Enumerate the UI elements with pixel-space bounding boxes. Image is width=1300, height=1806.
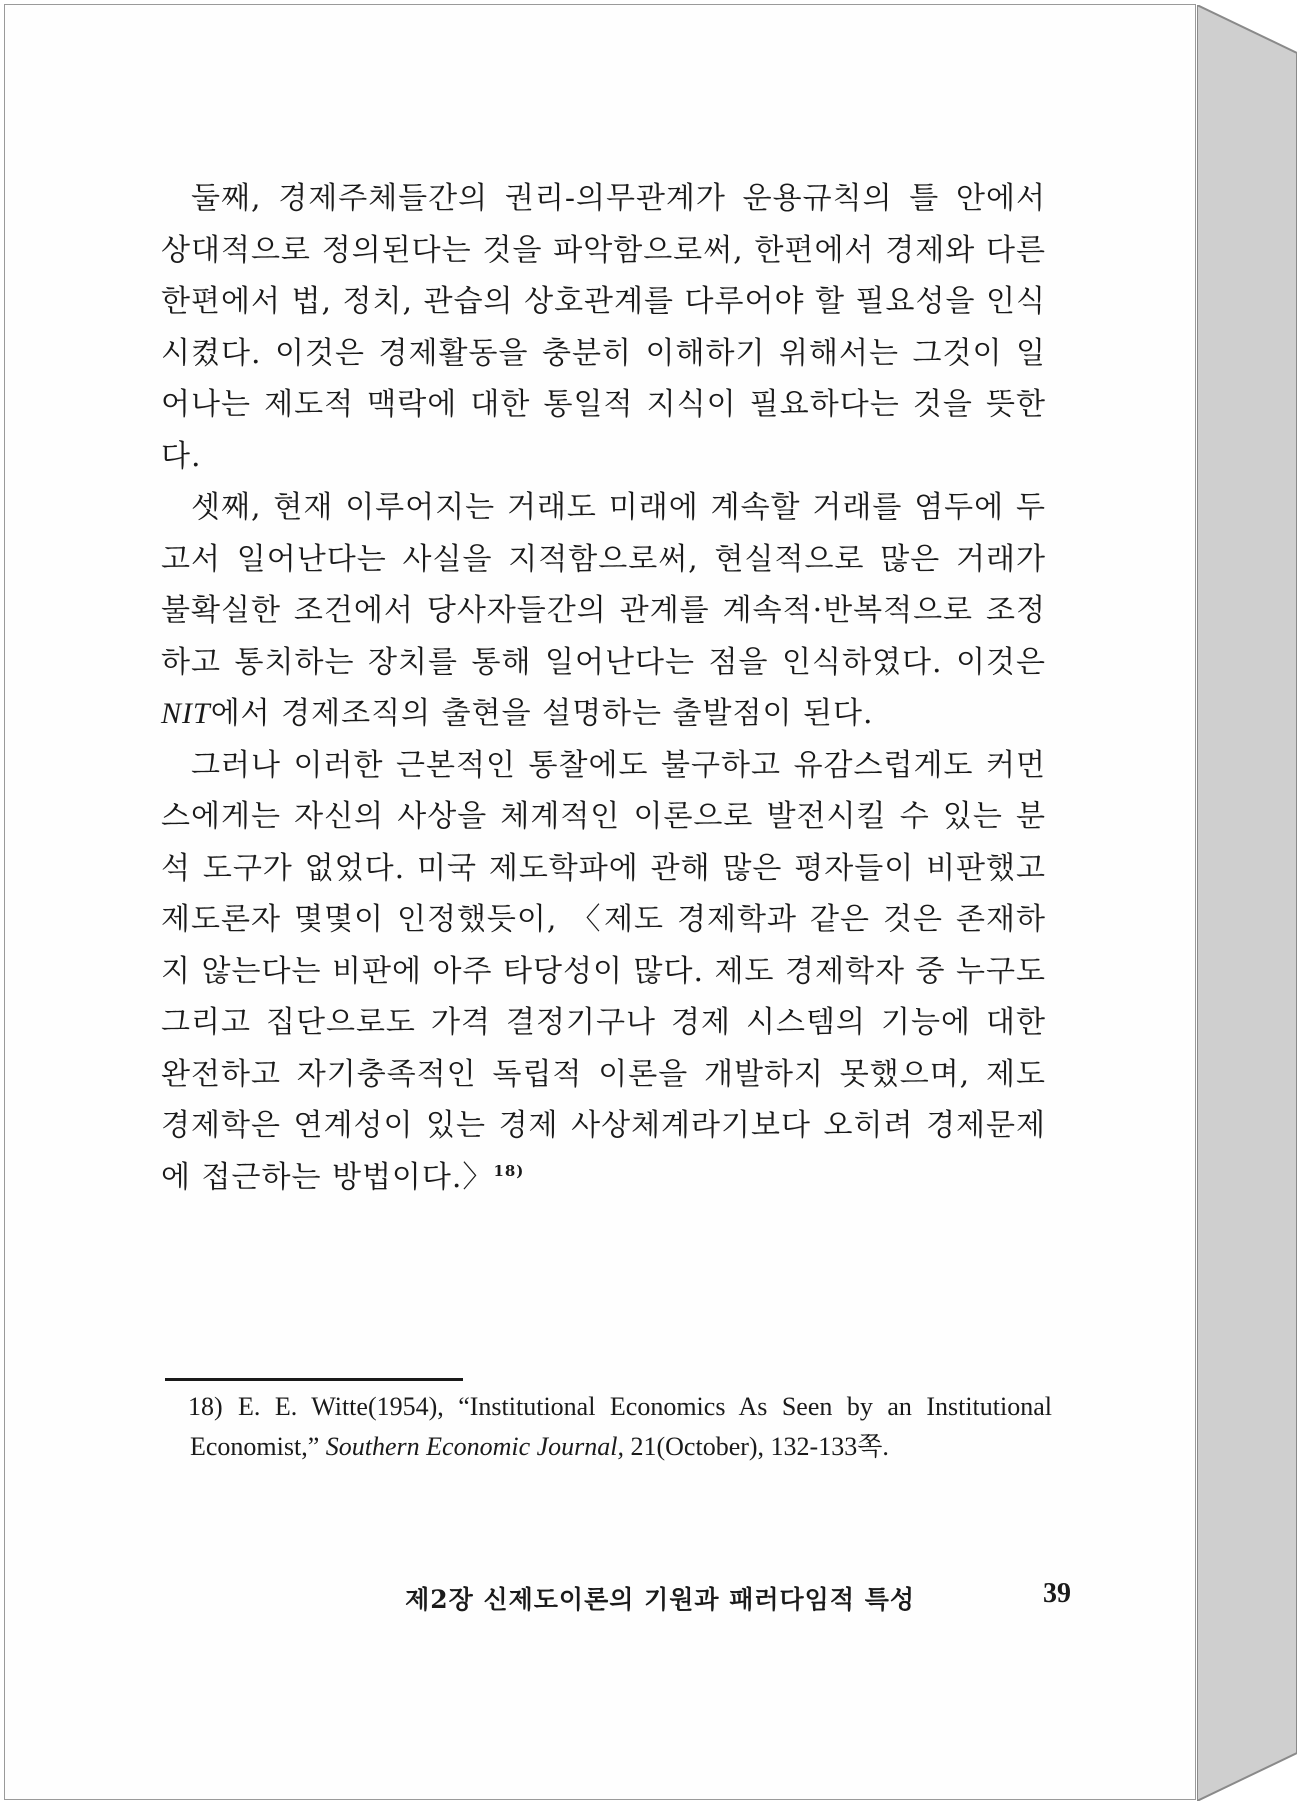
paragraph-however xyxy=(161,740,1046,1204)
footnote-text xyxy=(190,1392,1052,1461)
book-page xyxy=(4,4,1196,1800)
footnote-citation: E. E. Witte(1954), “Institutional Economics As Seen by an Institutional Economist,” xyxy=(190,1392,1052,1461)
paragraph-second: 둘째, 경제주체들간의 권리-의무관계가 운용규칙의 틀 안에서 상대적으로 정의된다는 것을 파악함으로써, 한편에서 경제와 다른 한편에서 법, 정치, 관습의 상호관계를 다루어야 할 필요성을 인식시켰다. 이것은 경제활동을 충분히 이해하기 위해서는 그것이 일어나는 제도적 맥락에 대한 통일적 지식이 필요하다는 것을 뜻한다. xyxy=(161,181,1046,474)
paragraph-text: 셋째, 현재 이루어지는 거래도 미래에 계속할 거래를 염두에 두고서 일어난다는 사실을 지적함으로써, 현실적으로 많은 거래가 불확실한 조건에서 당사자들간의 관계를 계속적·반복적으로 조정하고 통치하는 장치를 통해 일어난다는 점을 인식하였다. 이것은 xyxy=(161,490,1046,680)
body-text xyxy=(161,173,1046,1203)
footnote-divider xyxy=(165,1378,463,1381)
footnote-reference[interactable]: 18) xyxy=(493,1161,525,1180)
footnote-number: 18) xyxy=(188,1392,223,1421)
page-number: 39 xyxy=(1043,1578,1071,1609)
nit-term: NIT xyxy=(161,697,211,730)
footnote-journal: Southern Economic Journal, xyxy=(325,1432,624,1461)
paragraph-text: 그러나 이러한 근본적인 통찰에도 불구하고 유감스럽게도 커먼스에게는 자신의 사상을 체계적인 이론으로 발전시킬 수 있는 분석 도구가 없었다. 미국 제도학파에 관해 많은 평자들이 비판했고 제도론자 몇몇이 인정했듯이, 〈제도 경제학과 같은 것은 존재하지 않는다는 비판에 아주 타당성이 많다. 제도 경제학자 중 누구도 그리고 집단으로도 가격 결정기구나 경제 시스템의 기능에 대한 완전하고 자기충족적인 독립적 이론을 개발하지 못했으며, 제도 경제학은 연계성이 있는 경제 사상체계라기보다 오히려 경제문제에 접근하는 방법이다.〉 xyxy=(161,747,1046,1195)
footnote-citation-end: 21(October), 132-133쪽. xyxy=(624,1432,889,1461)
footnote xyxy=(190,1387,1052,1467)
running-footer: 제2장 신제도이론의 기원과 패러다임적 특성 xyxy=(405,1585,915,1614)
book-spine xyxy=(1197,5,1297,1801)
paragraph-third xyxy=(161,482,1046,740)
paragraph-text: 에서 경제조직의 출현을 설명하는 출발점이 된다. xyxy=(210,696,874,731)
